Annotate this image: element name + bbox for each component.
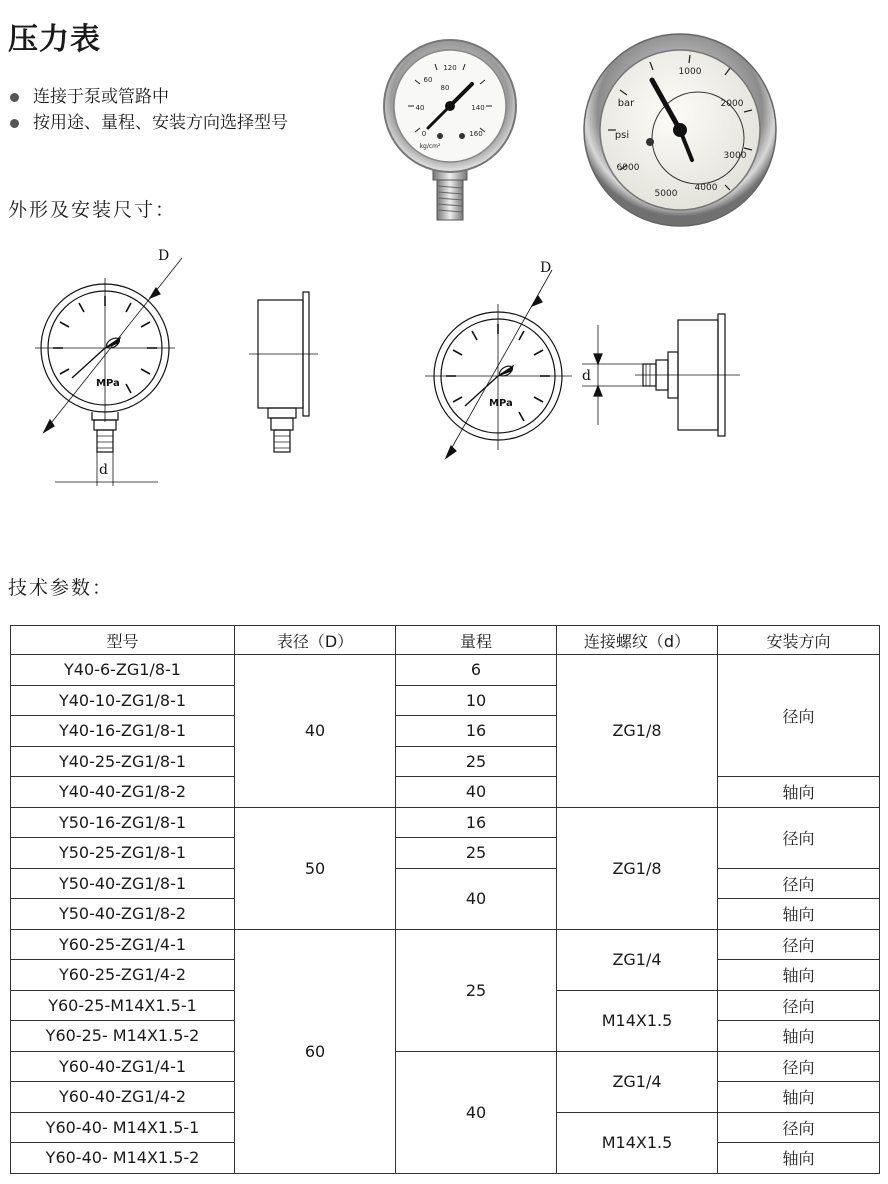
large-gauge-tick-label: 3000 bbox=[723, 151, 747, 161]
thread-cell: ZG1/4 bbox=[557, 929, 718, 990]
model-cell: Y60-25- M14X1.5-2 bbox=[11, 1021, 235, 1052]
small-gauge-tick-label: 80 bbox=[440, 84, 450, 92]
direction-cell: 径向 bbox=[718, 655, 880, 777]
model-cell: Y60-25-ZG1/4-1 bbox=[11, 929, 235, 960]
model-cell: Y60-40-ZG1/4-1 bbox=[11, 1051, 235, 1082]
thread-cell: M14X1.5 bbox=[557, 990, 718, 1051]
table-header-row bbox=[11, 626, 880, 655]
model-cell: Y50-40-ZG1/8-1 bbox=[11, 868, 235, 899]
diameter-cell: 40 bbox=[235, 655, 396, 808]
thread-cell: ZG1/4 bbox=[557, 1051, 718, 1112]
column-header: 型号 bbox=[11, 626, 235, 655]
range-cell: 6 bbox=[396, 655, 557, 686]
model-cell: Y40-25-ZG1/8-1 bbox=[11, 746, 235, 777]
page-title: 压力表 bbox=[8, 22, 101, 57]
diameter-label: D bbox=[158, 248, 170, 264]
model-cell: Y60-25-M14X1.5-1 bbox=[11, 990, 235, 1021]
model-cell: Y40-10-ZG1/8-1 bbox=[11, 685, 235, 716]
column-header: 量程 bbox=[396, 626, 557, 655]
large-gauge-tick-label: 5000 bbox=[654, 189, 678, 199]
dimension-drawings bbox=[0, 230, 888, 500]
spec-table bbox=[10, 625, 880, 1174]
small-gauge-tick-label: 0 bbox=[421, 130, 427, 138]
model-cell: Y60-25-ZG1/4-2 bbox=[11, 960, 235, 991]
range-cell: 25 bbox=[396, 838, 557, 869]
table-row bbox=[11, 777, 880, 808]
table-row bbox=[11, 868, 880, 899]
model-cell: Y40-40-ZG1/8-2 bbox=[11, 777, 235, 808]
large-gauge-tick-label: 6000 bbox=[616, 163, 640, 173]
small-gauge-tick-label: 140 bbox=[471, 104, 485, 112]
range-cell: 40 bbox=[396, 777, 557, 808]
model-cell: Y40-16-ZG1/8-1 bbox=[11, 716, 235, 747]
direction-cell: 径向 bbox=[718, 807, 880, 868]
thread-cell: ZG1/8 bbox=[557, 807, 718, 929]
direction-cell: 径向 bbox=[718, 929, 880, 960]
range-cell: 10 bbox=[396, 685, 557, 716]
model-cell: Y50-40-ZG1/8-2 bbox=[11, 899, 235, 930]
model-cell: Y60-40- M14X1.5-1 bbox=[11, 1112, 235, 1143]
small-gauge-unit: kg/cm² bbox=[419, 143, 441, 150]
direction-cell: 轴向 bbox=[718, 1021, 880, 1052]
direction-cell: 径向 bbox=[718, 990, 880, 1021]
model-cell: Y40-6-ZG1/8-1 bbox=[11, 655, 235, 686]
direction-cell: 径向 bbox=[718, 1112, 880, 1143]
large-gauge-tick-label: 1000 bbox=[678, 67, 702, 77]
thread-cell: ZG1/8 bbox=[557, 655, 718, 808]
direction-cell: 轴向 bbox=[718, 960, 880, 991]
large-gauge-tick-label: 2000 bbox=[720, 99, 744, 109]
feature-item bbox=[8, 84, 288, 110]
feature-text: 按用途、量程、安装方向选择型号 bbox=[33, 113, 288, 133]
thread-label: d bbox=[99, 462, 108, 478]
bullet-icon bbox=[10, 93, 19, 102]
range-cell: 40 bbox=[396, 868, 557, 929]
bullet-icon bbox=[10, 119, 19, 128]
large-gauge-tick-label: 4000 bbox=[694, 183, 718, 193]
diameter-label: D bbox=[540, 260, 552, 276]
large-gauge-photo bbox=[580, 30, 780, 230]
diameter-cell: 60 bbox=[235, 929, 396, 1173]
table-row bbox=[11, 929, 880, 960]
column-header: 连接螺纹（d） bbox=[557, 626, 718, 655]
range-cell: 16 bbox=[396, 716, 557, 747]
specs-heading: 技术参数： bbox=[8, 577, 114, 599]
model-cell: Y60-40- M14X1.5-2 bbox=[11, 1143, 235, 1174]
feature-item bbox=[8, 110, 288, 136]
large-gauge-unit: bar bbox=[617, 98, 635, 109]
small-gauge-photo bbox=[380, 36, 520, 226]
table-row bbox=[11, 807, 880, 838]
small-gauge-tick-label: 120 bbox=[443, 64, 457, 72]
dimensions-heading: 外形及安装尺寸： bbox=[8, 199, 177, 221]
feature-list bbox=[8, 84, 288, 136]
small-gauge-tick-label: 160 bbox=[469, 130, 483, 138]
unit-label: MPa bbox=[489, 398, 513, 409]
model-cell: Y50-25-ZG1/8-1 bbox=[11, 838, 235, 869]
thread-label: d bbox=[582, 368, 591, 384]
diameter-cell: 50 bbox=[235, 807, 396, 929]
small-gauge-tick-label: 40 bbox=[415, 104, 425, 112]
column-header: 表径（D） bbox=[235, 626, 396, 655]
direction-cell: 径向 bbox=[718, 868, 880, 899]
range-cell: 25 bbox=[396, 929, 557, 1051]
range-cell: 16 bbox=[396, 807, 557, 838]
direction-cell: 径向 bbox=[718, 1051, 880, 1082]
model-cell: Y50-16-ZG1/8-1 bbox=[11, 807, 235, 838]
model-cell: Y60-40-ZG1/4-2 bbox=[11, 1082, 235, 1113]
direction-cell: 轴向 bbox=[718, 1082, 880, 1113]
table-row bbox=[11, 1051, 880, 1082]
direction-cell: 轴向 bbox=[718, 777, 880, 808]
range-cell: 40 bbox=[396, 1051, 557, 1173]
feature-text: 连接于泵或管路中 bbox=[33, 87, 169, 107]
thread-cell: M14X1.5 bbox=[557, 1112, 718, 1173]
table-row bbox=[11, 655, 880, 686]
direction-cell: 轴向 bbox=[718, 1143, 880, 1174]
column-header: 安装方向 bbox=[718, 626, 880, 655]
large-gauge-unit: psi bbox=[614, 130, 630, 141]
unit-label: MPa bbox=[96, 378, 120, 389]
range-cell: 25 bbox=[396, 746, 557, 777]
small-gauge-tick-label: 60 bbox=[423, 76, 433, 84]
direction-cell: 轴向 bbox=[718, 899, 880, 930]
